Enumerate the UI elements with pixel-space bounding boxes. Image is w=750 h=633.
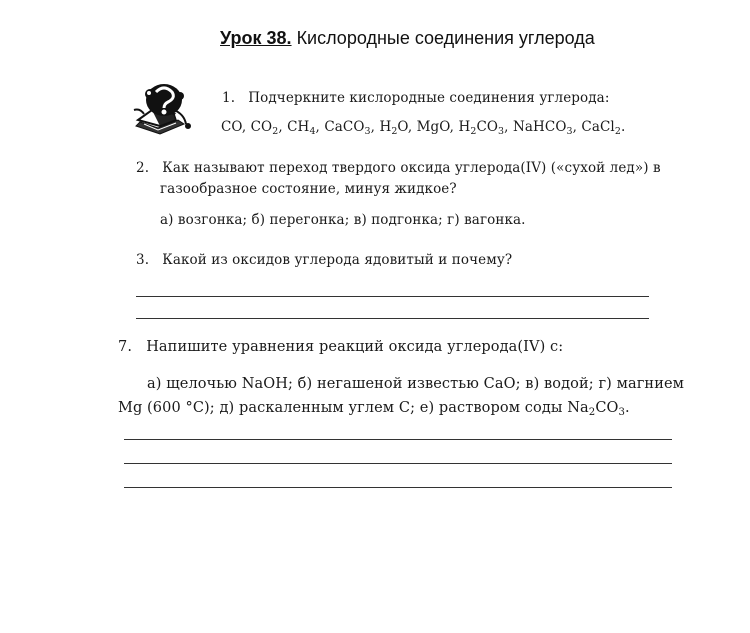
answer-line[interactable] bbox=[124, 487, 672, 488]
formula-item: CaCl$_2$ bbox=[581, 119, 621, 137]
task-7-options-cont: Mg (600 °C); д) раскаленным углем C; е) раствором соды $Na_2CO_3$. bbox=[118, 400, 630, 418]
answer-line[interactable] bbox=[124, 439, 672, 440]
formula-item: NaHCO$_3$ bbox=[512, 119, 573, 137]
lesson-number: Урок 38. bbox=[220, 28, 292, 48]
formula-item: $H_2CO_3$ bbox=[458, 119, 505, 137]
formula-item: MgO bbox=[416, 119, 450, 135]
task-2-question-cont: газообразное состояние, минуя жидкое? bbox=[160, 181, 457, 197]
task-3-question: 3. Какой из оксидов углерода ядовитый и почему? bbox=[136, 252, 513, 268]
formula-item: $CO_2$ bbox=[250, 119, 279, 137]
task-2-question: 2. Как называют переход твердого оксида углерода(IV) («сухой лед») в bbox=[136, 160, 661, 176]
task-1-formulas: CO, $CO_2$, $CH_4$, CaCO$_3$, $H_2O$, MgO, $H_2CO_3$, NaHCO$_3$, CaCl$_2$. bbox=[221, 119, 626, 137]
answer-line[interactable] bbox=[136, 296, 649, 297]
answer-line[interactable] bbox=[136, 318, 649, 319]
task-7-question: 7. Напишите уравнения реакций оксида углерода(IV) с: bbox=[118, 339, 564, 355]
task-1-question: 1. Подчеркните кислородные соединения углерода: bbox=[222, 90, 610, 106]
lesson-topic: Кислородные соединения углерода bbox=[296, 28, 595, 48]
task-7-options: а) щелочью NaOH; б) негашеной известью CaO; в) водой; г) магнием bbox=[147, 376, 685, 392]
puzzle-mascot-icon bbox=[130, 80, 196, 142]
formula-item: $CH_4$ bbox=[287, 119, 316, 137]
formula-item: $Na_2CO_3$ bbox=[567, 400, 626, 418]
answer-line[interactable] bbox=[124, 463, 672, 464]
page-title bbox=[220, 28, 595, 49]
task-2-options: а) возгонка; б) перегонка; в) подгонка; г) вагонка. bbox=[160, 212, 526, 228]
formula-item: $H_2O$ bbox=[379, 119, 408, 137]
formula-item: CO bbox=[221, 119, 242, 135]
formula-item: CaCO$_3$ bbox=[324, 119, 371, 137]
